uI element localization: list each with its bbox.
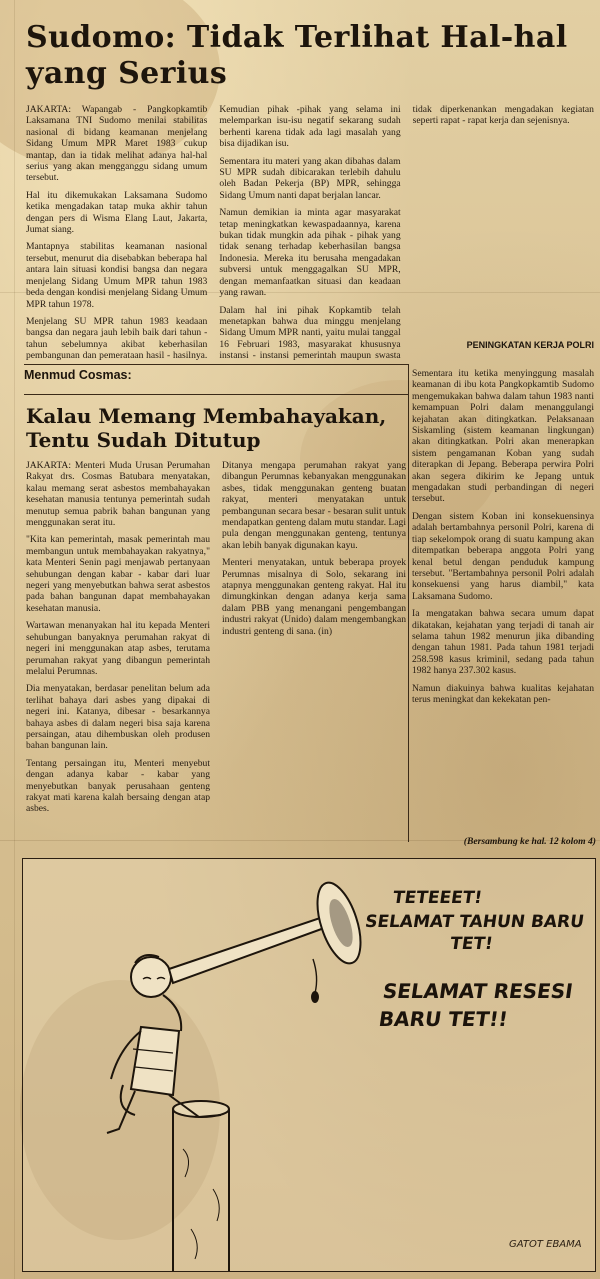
- article-paragraph: Sementara itu materi yang akan dibahas dalam SU MPR sudah dibicarakan terlebih dahulu oleh Badan Pekerja (BP) MPR, sehingga Sidang Umum nanti dapat berjalan lancar.: [219, 155, 401, 201]
- editorial-cartoon: [22, 858, 596, 1272]
- cartoon-exclamation: TETEEET!: [391, 888, 484, 908]
- section-label: Menmud Cosmas:: [24, 368, 132, 382]
- continuation-note: (Bersambung ke hal. 12 kolom 4): [463, 836, 596, 847]
- article-paragraph: Sementara itu ketika menyinggung masalah keamanan di ibu kota Pangkopkamtib Sudomo mengemukakan bahwa dalam tahun 1983 nanti kemampuan Polri dalam menanggulangi kejahatan akan ditingkatkan. Pelaksanaan Siskamling (sistem keamanan lingkungan) akan ditingkatkan. Polri akan menerapkan sistem pengamanan Koban yang sudah diterapkan di Jepang. Beberapa perwira Polri akan segera dikirim ke Jepang untuk mengadakan studi perbandingan di negeri tersebut.: [412, 368, 594, 505]
- article-paragraph: Namun demikian ia minta agar masyarakat tetap meningkatkan kewaspadaannya, karena bukan tidak mungkin ada pihak - pihak yang tidak senang terhadap keberhasilan bangsa Indonesia. Mereka itu berusaha mengadakan subversi untuk menggagalkan SU MPR, dengan memanfaatkan situasi dan keadaan yang rawan.: [219, 207, 401, 299]
- article-paragraph: Mantapnya stabilitas keamanan nasional tersebut, menurut dia disebabkan beberapa hal antara lain situasi kondisi bangsa dan negara menjelang Sidang Umum MPR tahun 1983 beda dengan kondisi menjelang Sidang Umum MPR tahun 1978.: [26, 241, 208, 310]
- article-paragraph: Hal itu dikemukakan Laksamana Sudomo ketika mengadakan tatap muka akhir tahun dengan pers di Wisma Elang Laut, Jakarta, Jumat siang.: [26, 189, 208, 236]
- article-paragraph: Dalam hal ini pihak Kopkamtib telah menetapkan bahwa dua minggu menjelang Sidang Umum MPR nanti, yaitu mulai tanggal 16 Februari 1983, masyarakat khususnya instansi - instansi pemerintah maupun swasta tidak diperkenankan mengadakan kegiatan seperti rapat - rapat kerja dan sejenisnya.: [219, 104, 594, 362]
- headline-cosmas: Kalau Memang Membahayakan, Tentu Sudah Ditutup: [26, 404, 387, 452]
- article-paragraph: Wartawan menanyakan hal itu kepada Menteri sehubungan banyaknya perumahan rakyat di negeri ini menggunakan atap asbes, terutama perumahan rakyat yang dibangun pemerintah melalui Perumnas.: [26, 620, 210, 677]
- section-rule: [24, 364, 408, 365]
- headline-sudomo: Sudomo: Tidak Terlihat Hal-hal yang Serius: [26, 20, 568, 91]
- cartoonist-signature: GATOT EBAMA: [509, 1239, 582, 1250]
- article-paragraph: Menteri menyatakan, untuk beberapa proyek Perumnas misalnya di Solo, sekarang ini atapnya menggunakan genteng rakyat. Hal itu dimungkinkan dengan adanya kerja sama dalam PBB yang menangani pengembangan industri rakyat (Unido) dalam mengembangkan industri genteng di sana. (in): [222, 557, 406, 637]
- article-paragraph: "Kita kan pemerintah, masak pemerintah mau membangun untuk membahayakan rakyatnya," kata Menteri Senin pagi menjawab pertanyaan sehubungan dengan kabar - kabar dari luar negeri yang menyebutkan bahwa serat asbestos pada bahan bangunan dapat membahayakan kesehatan manusia.: [26, 534, 210, 614]
- article-paragraph: JAKARTA: Wapangab - Pangkopkamtib Laksamana TNI Sudomo menilai stabilitas nasional di bidang keamanan menjelang Sidang Umum MPR Maret 1983 cukup mantap, dan ia tidak melihat adanya hal-hal serius yang akan mengganggu sidang umum tersebut.: [26, 104, 208, 184]
- cartoon-greeting: SELAMAT TAHUN BARU TET!: [363, 912, 586, 954]
- article-sudomo: [26, 104, 594, 366]
- trumpet: [169, 877, 369, 1002]
- article-paragraph: Dia menyatakan, berdasar penelitan belum ada terlihat bahaya dari asbes yang dipakai di negeri ini. Katanya, dibesar - besarkannya bahaya asbes di dalam negeri bisa saja karena persaingan, atau dihembuskan oleh produsen bahan bangunan lain.: [26, 683, 210, 752]
- column-rule: [408, 364, 409, 842]
- section-rule: [24, 394, 408, 395]
- article-polri: [412, 368, 594, 838]
- article-paragraph: Tentang persaingan itu, Menteri menyebut dengan adanya kabar - kabar yang menyebutkan banyak perusahaan genteng rakyat mati karena kalah bersaing dengan atap asbes.: [26, 757, 210, 815]
- article-paragraph: Menjelang SU MPR tahun 1983 keadaan bangsa dan negara jauh lebih baik dari tahun - tahun sebelumnya akibat keberhasilan pembangunan dan pemerataan hasil - hasilnya. Kemudian pihak -pihak yang selama ini melemparkan isu-isu negatif sekarang sudah berhenti karena tidak ada lagi masalah yang bisa dijadikan isu.: [26, 104, 401, 362]
- article-paragraph: Ia mengatakan bahwa secara umum dapat dikatakan, kejahatan yang terjadi di tanah air selama tahun 1982 menurun jika dibanding dengan tahun 1981. Pada tahun 1981 terjadi 258.598 kasus kriminil, sedang pada tahun 1982 hanya 237.302 kasus.: [412, 608, 594, 677]
- article-paragraph: Namun diakuinya bahwa kualitas kejahatan terus meningkat dan kekekatan pen-: [412, 682, 594, 705]
- pillar: [173, 1101, 229, 1271]
- article-paragraph: Ditanya mengapa perumahan rakyat yang dibangun Perumnas kebanyakan menggunakan asbes, tidak menggunakan genteng buatan rakyat, menteri menyatakan untuk pembangunan secara besar - besaran sulit untuk mendapatkan genteng dalam mutu standar. Lagi pula dengan menggunakan genteng, tentunya akan lebih banyak digunakan kayu.: [222, 460, 406, 551]
- subhead-polri: PENINGKATAN KERJA POLRI: [466, 340, 594, 350]
- cartoon-recession: SELAMAT RESESI BARU TET!!: [377, 979, 575, 1031]
- article-paragraph: JAKARTA: Menteri Muda Urusan Perumahan Rakyat drs. Cosmas Batubara menyatakan, kalau memang serat asbestos membahayakan kesehatan manusia tentunya pemerintah sudah menutup semua pabrik bahan bangunan yang menggunakan serat itu.: [26, 460, 210, 529]
- article-cosmas: [26, 460, 406, 832]
- article-paragraph: Dengan sistem Koban ini konsekuensinya adalah bertambahnya personil Polri, karena di tiap sekelompok orang di suatu kampung akan ditempatkan beberapa anggota Polri yang kenal betul dengan penduduk kampung tersebut. "Bertambahnya personil Polri adalah konsekuensi yang harus diambil," kata Laksamana Sudomo.: [412, 510, 594, 602]
- fold-crease: [14, 0, 15, 1279]
